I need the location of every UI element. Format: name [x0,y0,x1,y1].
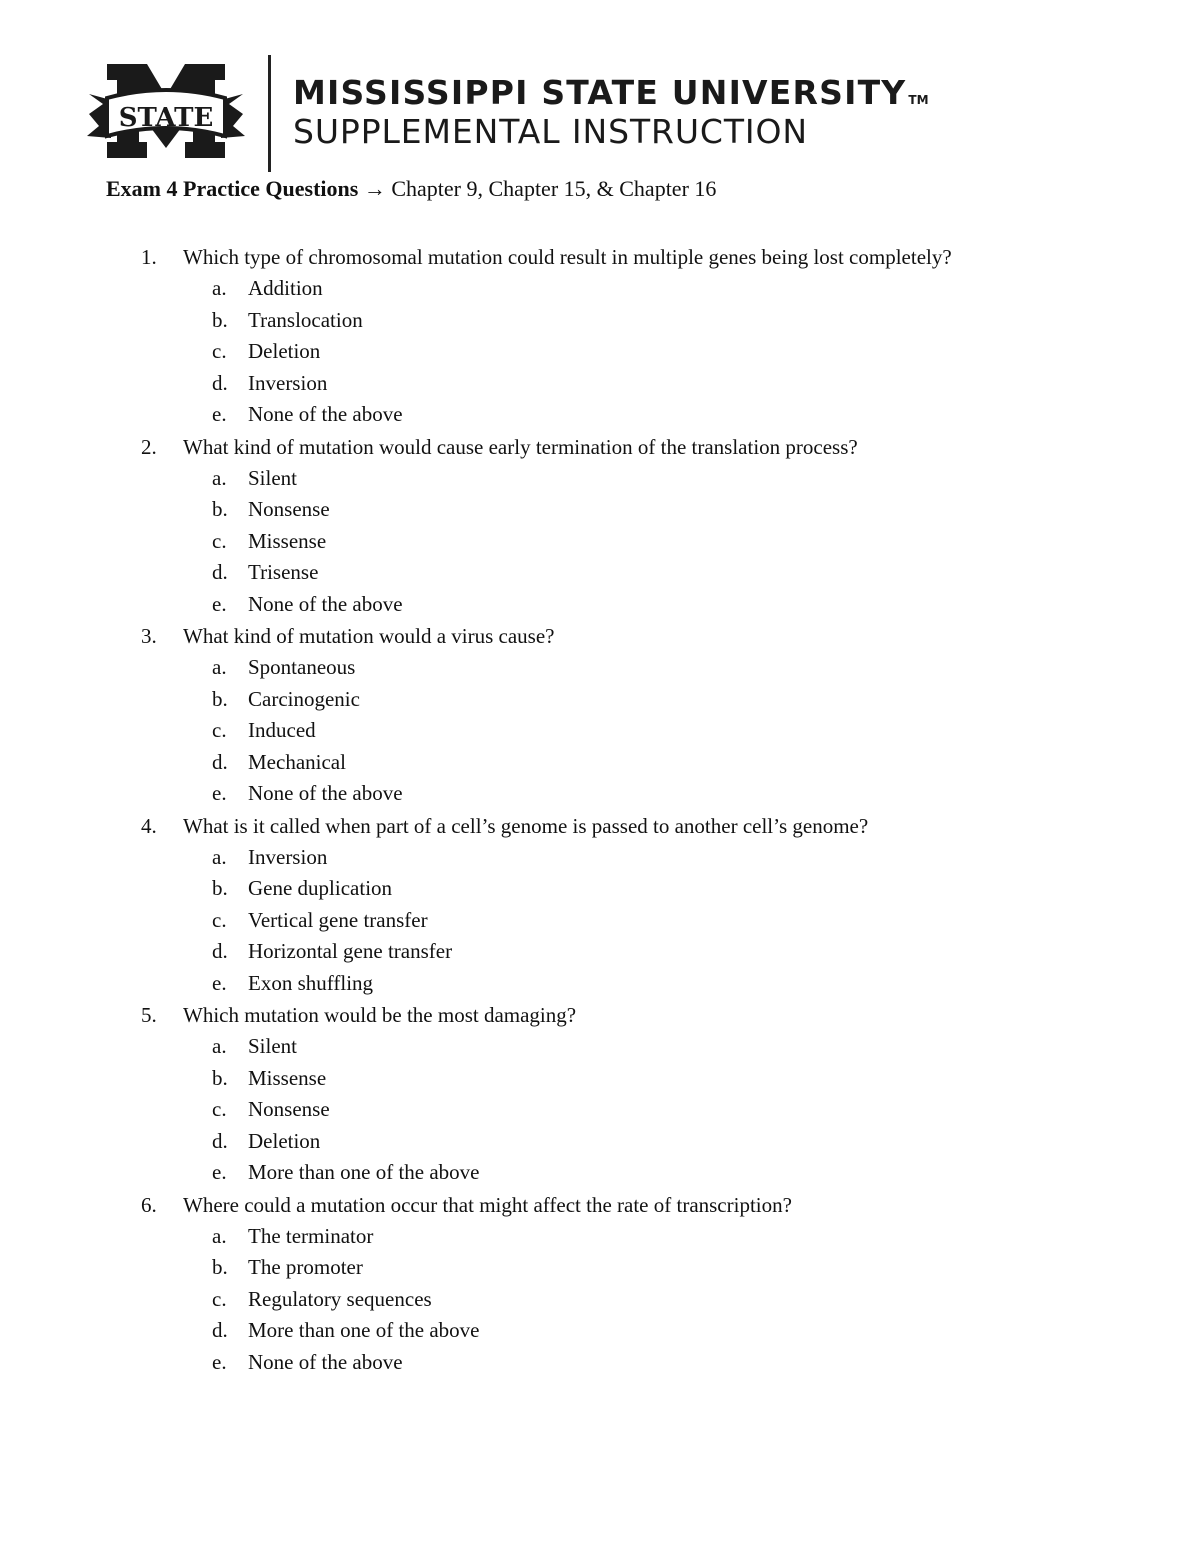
answer-option [0,1252,1200,1284]
option-letter: a. [212,1034,227,1058]
option-letter: b. [212,497,228,521]
option-text: None of the above [248,781,403,805]
answer-option [0,399,1200,431]
msu-m-state-logo-icon [85,56,247,164]
option-letter: e. [212,781,227,805]
option-letter: d. [212,560,228,584]
answer-option [0,1157,1200,1189]
option-text: The promoter [248,1255,363,1279]
question-text: Which mutation would be the most damaging? [183,1003,577,1027]
answer-option [0,1126,1200,1158]
question-text: What kind of mutation would a virus cause? [183,624,555,648]
question-2 [0,431,1200,463]
option-text: Gene duplication [248,876,393,900]
question-5 [0,999,1200,1031]
option-text: Nonsense [248,1097,330,1121]
answer-option [0,526,1200,558]
option-text: The terminator [248,1223,374,1248]
option-letter: b. [212,307,228,332]
answer-option [0,747,1200,779]
question-text: What kind of mutation would cause early termination of the translation process? [183,434,858,459]
answer-option [0,842,1200,874]
answer-option [0,1063,1200,1095]
option-letter: d. [212,370,228,395]
option-letter: d. [212,1128,228,1153]
option-letter: d. [212,939,228,963]
option-letter: e. [212,591,227,616]
answer-option [0,1347,1200,1379]
option-text: Inversion [248,844,328,869]
answer-option [0,778,1200,810]
option-letter: e. [212,1160,227,1184]
question-number: 4. [141,813,157,838]
question-list [0,241,1200,1378]
option-text: None of the above [248,1349,403,1374]
answer-option [0,463,1200,495]
university-name: MISSISSIPPI STATE UNIVERSITY TM [293,73,929,112]
option-text: Deletion [248,339,321,363]
answer-option [0,1221,1200,1253]
option-letter: a. [212,655,227,679]
option-text: None of the above [248,591,403,616]
option-letter: c. [212,907,227,932]
option-text: None of the above [248,402,403,426]
option-text: More than one of the above [248,1160,480,1184]
answer-option [0,1284,1200,1316]
question-number: 1. [141,245,157,269]
option-letter: a. [212,1223,227,1248]
option-text: Mechanical [248,749,346,774]
option-letter: c. [212,718,227,742]
header-divider [268,55,271,172]
trademark-mark: TM [908,93,929,107]
option-letter: d. [212,1318,228,1342]
question-6 [0,1189,1200,1221]
option-letter: b. [212,1065,228,1090]
answer-option [0,368,1200,400]
question-number: 6. [141,1192,157,1217]
option-text: More than one of the above [248,1318,480,1342]
option-text: Induced [248,718,316,742]
option-letter: c. [212,1286,227,1311]
option-letter: a. [212,276,227,300]
question-text: Where could a mutation occur that might affect the rate of transcription? [183,1192,792,1217]
answer-option [0,968,1200,1000]
option-text: Silent [248,1034,298,1058]
question-text: What is it called when part of a cell’s genome is passed to another cell’s genome? [183,813,869,838]
option-text: Missense [248,1065,327,1090]
option-text: Silent [248,465,298,490]
answer-option [0,1031,1200,1063]
title-chapters: → Chapter 9, Chapter 15, & Chapter 16 [358,176,717,201]
option-text: Nonsense [248,497,330,521]
question-text: Which type of chromosomal mutation could result in multiple genes being lost completely? [183,245,952,269]
option-letter: e. [212,402,227,426]
answer-option [0,715,1200,747]
option-text: Deletion [248,1128,321,1153]
option-text: Missense [248,528,327,553]
answer-option [0,873,1200,905]
document-header [85,52,965,174]
page-title [106,176,716,202]
option-letter: b. [212,1255,228,1279]
answer-option [0,589,1200,621]
question-4 [0,810,1200,842]
option-letter: a. [212,844,227,869]
option-text: Carcinogenic [248,686,360,711]
option-letter: a. [212,465,227,490]
answer-option [0,1094,1200,1126]
answer-option [0,684,1200,716]
question-number: 3. [141,624,157,648]
answer-option [0,273,1200,305]
question-1 [0,241,1200,273]
option-text: Addition [248,276,323,300]
answer-option [0,557,1200,589]
answer-option [0,652,1200,684]
department-name: SUPPLEMENTAL INSTRUCTION [293,112,808,151]
option-text: Vertical gene transfer [248,907,428,932]
option-letter: d. [212,749,228,774]
answer-option [0,336,1200,368]
option-letter: c. [212,339,227,363]
option-text: Inversion [248,370,328,395]
answer-option [0,494,1200,526]
logo-text: STATE [118,103,214,133]
option-text: Translocation [248,307,363,332]
answer-option [0,1315,1200,1347]
option-text: Regulatory sequences [248,1286,432,1311]
option-text: Exon shuffling [248,970,374,995]
question-number: 5. [141,1003,157,1027]
option-text: Horizontal gene transfer [248,939,453,963]
title-bold: Exam 4 Practice Questions [106,176,359,201]
option-letter: e. [212,970,227,995]
answer-option [0,905,1200,937]
answer-option [0,305,1200,337]
question-3 [0,620,1200,652]
option-letter: b. [212,876,228,900]
option-text: Spontaneous [248,655,356,679]
option-text: Trisense [248,560,319,584]
option-letter: c. [212,1097,227,1121]
answer-option [0,936,1200,968]
question-number: 2. [141,434,157,459]
option-letter: e. [212,1349,227,1374]
option-letter: c. [212,528,227,553]
option-letter: b. [212,686,228,711]
